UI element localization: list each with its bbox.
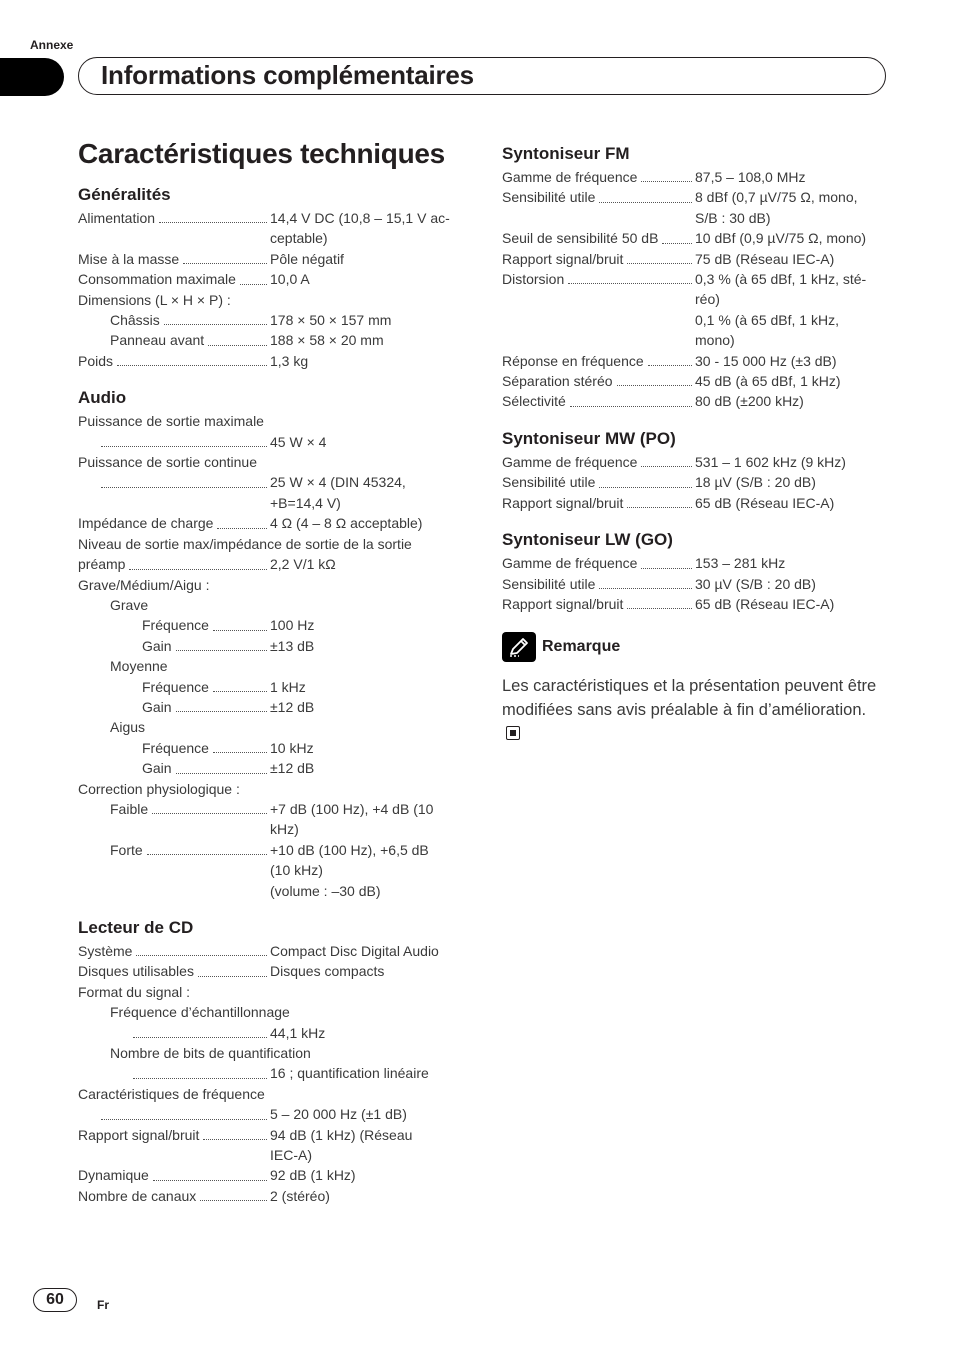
spec-row <box>78 1145 478 1165</box>
spec-label: Gamme de fréquence <box>502 169 638 185</box>
spec-label: Disques utilisables <box>78 963 194 980</box>
dot-leader <box>176 636 267 651</box>
spec-label: Mise à la masse <box>78 250 180 267</box>
language-code: Fr <box>97 1298 109 1312</box>
section-heading: Syntoniseur FM <box>502 144 630 163</box>
dot-leader <box>136 941 267 956</box>
spec-label: Réponse en fréquence <box>502 352 644 369</box>
spec-row <box>78 961 478 981</box>
spec-row <box>502 472 882 492</box>
spec-row <box>78 1104 478 1124</box>
spec-row <box>78 269 478 289</box>
dot-leader <box>627 493 692 508</box>
spec-value: 30 - 15 000 Hz (±3 dB) <box>695 352 837 369</box>
spec-label: Système <box>78 943 133 959</box>
section-heading: Syntoniseur LW (GO) <box>502 530 673 550</box>
dot-leader <box>217 513 267 528</box>
spec-value: 2 (stéréo) <box>270 1187 330 1204</box>
section-heading: Généralités <box>78 185 171 204</box>
spec-value: IEC-A) <box>270 1147 312 1164</box>
spec-row <box>78 1125 478 1145</box>
end-mark-icon <box>506 726 520 740</box>
spec-label: Fréquence <box>142 678 209 695</box>
spec-value: 188 × 58 × 20 mm <box>270 332 384 349</box>
section-heading: Audio <box>78 388 127 408</box>
spec-value: 65 dB (Réseau IEC-A) <box>695 494 835 511</box>
spec-subheading: Niveau de sortie max/impédance de sortie de la sortie <box>78 535 412 552</box>
spec-subheading: Format du signal : <box>78 983 191 1000</box>
spec-row <box>78 941 478 961</box>
spec-row <box>78 493 478 513</box>
spec-value: 1 kHz <box>270 678 306 695</box>
spec-subheading: Caractéristiques de fréquence <box>78 1085 265 1102</box>
spec-row <box>502 167 882 187</box>
dot-leader <box>570 391 692 406</box>
dot-leader <box>176 697 267 712</box>
spec-row <box>502 289 882 309</box>
spec-value: Disques compacts <box>270 963 385 980</box>
dot-leader <box>208 330 267 345</box>
dot-leader <box>627 594 692 609</box>
dot-leader <box>117 351 267 366</box>
spec-row <box>502 228 882 248</box>
spec-value: 100 Hz <box>270 617 315 634</box>
spec-value: 45 W × 4 <box>270 433 327 450</box>
dot-leader <box>164 310 267 325</box>
spec-label: Seuil de sensibilité 50 dB <box>502 230 659 247</box>
spec-label: Gain <box>142 698 172 715</box>
spec-label: Poids <box>78 352 114 369</box>
spec-label: Sensibilité utile <box>502 474 596 491</box>
note-text-body: Les caractéristiques et la présentation peuvent être modifiées sans avis préalable à fin d’amélioration. <box>502 677 877 720</box>
spec-value: (volume : –30 dB) <box>270 882 381 899</box>
spec-row <box>502 330 882 350</box>
spec-value: 178 × 50 × 157 mm <box>270 312 392 329</box>
spec-row <box>502 351 882 371</box>
spec-subheading: Grave/Médium/Aigu : <box>78 576 210 593</box>
dot-leader <box>641 553 692 568</box>
spec-row <box>78 677 478 697</box>
dot-leader <box>599 574 692 589</box>
spec-row <box>502 493 882 513</box>
spec-value: 65 dB (Réseau IEC-A) <box>695 595 835 612</box>
spec-row <box>502 452 882 472</box>
spec-row <box>78 310 478 330</box>
spec-label: Dynamique <box>78 1167 149 1184</box>
spec-subheading: Grave <box>110 596 149 613</box>
spec-value: 153 – 281 kHz <box>695 555 786 572</box>
spec-row <box>78 208 478 228</box>
spec-label: Gamme de fréquence <box>502 453 638 470</box>
dot-leader <box>101 472 267 487</box>
spec-row <box>78 432 478 452</box>
spec-row <box>502 371 882 391</box>
spec-row <box>78 330 478 350</box>
annexe-label: Annexe <box>30 38 74 52</box>
dot-leader <box>627 249 692 264</box>
spec-section <box>502 143 882 412</box>
spec-value: 75 dB (Réseau IEC-A) <box>695 250 835 267</box>
spec-subheading: Puissance de sortie continue <box>78 454 257 471</box>
spec-value: 80 dB (±200 kHz) <box>695 393 804 410</box>
spec-section <box>78 387 478 901</box>
page-number: 60 <box>33 1288 77 1312</box>
spec-row <box>502 187 882 207</box>
spec-label: Consommation maximale <box>78 271 236 288</box>
spec-value: 2,2 V/1 kΩ <box>270 556 336 573</box>
spec-row <box>78 819 478 839</box>
section-header <box>78 57 886 95</box>
spec-label: Gain <box>142 760 172 777</box>
spec-row <box>502 310 882 330</box>
spec-label: Panneau avant <box>110 332 205 349</box>
spec-value: 14,4 V DC (10,8 – 15,1 V ac- <box>270 210 450 226</box>
spec-label: Alimentation <box>78 210 156 226</box>
spec-value: 1,3 kg <box>270 352 309 369</box>
section-tab-marker <box>0 58 64 96</box>
dot-leader <box>617 371 692 386</box>
spec-row <box>78 1023 478 1043</box>
dot-leader <box>568 269 692 284</box>
dot-leader <box>153 1165 267 1180</box>
spec-row <box>78 554 478 574</box>
spec-row <box>78 758 478 778</box>
dot-leader <box>159 208 267 223</box>
dot-leader <box>641 452 692 467</box>
dot-leader <box>662 228 692 243</box>
spec-value: 16 ; quantification linéaire <box>270 1065 429 1082</box>
dot-leader <box>213 738 267 753</box>
section-title: Informations complémentaires <box>101 60 474 90</box>
spec-value: 10 dBf (0,9 µV/75 Ω, mono) <box>695 230 867 247</box>
spec-subheading: Correction physiologique : <box>78 780 240 797</box>
spec-section <box>502 428 882 513</box>
spec-row <box>78 615 478 635</box>
spec-subheading: Aigus <box>110 719 146 736</box>
spec-value: 10 kHz <box>270 739 314 756</box>
spec-label: Gain <box>142 637 172 654</box>
dot-leader <box>152 799 267 814</box>
spec-subheading: Fréquence d’échantillonnage <box>110 1004 290 1021</box>
dot-leader <box>641 167 692 182</box>
dot-leader <box>213 677 267 692</box>
spec-row <box>502 249 882 269</box>
spec-label: Séparation stéréo <box>502 373 613 390</box>
dot-leader <box>599 187 692 202</box>
spec-row <box>502 208 882 228</box>
spec-value: mono) <box>695 332 735 349</box>
spec-value: 531 – 1 602 kHz (9 kHz) <box>695 453 846 470</box>
spec-row <box>78 351 478 371</box>
spec-label: Fréquence <box>142 617 209 634</box>
spec-value: S/B : 30 dB) <box>695 209 771 226</box>
spec-value: 10,0 A <box>270 271 310 288</box>
spec-value: +B=14,4 V) <box>270 494 341 511</box>
spec-value: 94 dB (1 kHz) (Réseau <box>270 1126 413 1143</box>
spec-row <box>502 594 882 614</box>
spec-value: ±12 dB <box>270 698 315 715</box>
spec-value: réo) <box>695 291 720 308</box>
page-title: Caractéristiques techniques <box>78 138 445 169</box>
spec-row <box>78 881 478 901</box>
spec-value: 5 – 20 000 Hz (±1 dB) <box>270 1106 407 1123</box>
spec-row <box>78 860 478 880</box>
spec-value: ceptable) <box>270 230 328 247</box>
dot-leader <box>129 554 267 569</box>
dot-leader <box>200 1186 267 1201</box>
spec-value: 45 dB (à 65 dBf, 1 kHz) <box>695 373 841 390</box>
spec-row <box>78 228 478 248</box>
left-column <box>78 184 478 1222</box>
spec-label: Gamme de fréquence <box>502 555 638 572</box>
dot-leader <box>176 758 267 773</box>
spec-value: 0,1 % (à 65 dBf, 1 kHz, <box>695 311 839 328</box>
section-heading: Syntoniseur MW (PO) <box>502 428 676 448</box>
dot-leader <box>203 1125 267 1140</box>
dot-leader <box>133 1023 267 1038</box>
note-title: Remarque <box>542 638 621 656</box>
spec-row <box>78 636 478 656</box>
spec-subheading: Nombre de bits de quantification <box>110 1045 311 1062</box>
pencil-note-icon <box>502 632 536 662</box>
spec-row <box>502 269 882 289</box>
spec-row <box>78 513 478 533</box>
spec-row <box>78 472 478 492</box>
spec-value: kHz) <box>270 821 299 838</box>
spec-row <box>78 799 478 819</box>
note-text <box>502 674 882 746</box>
spec-label: Châssis <box>110 312 160 329</box>
spec-value: 87,5 – 108,0 MHz <box>695 169 806 185</box>
dot-leader <box>213 615 267 630</box>
spec-row <box>502 391 882 411</box>
spec-value: (10 kHz) <box>270 862 323 879</box>
spec-section <box>78 184 478 371</box>
spec-label: Distorsion <box>502 271 565 288</box>
spec-row <box>78 738 478 758</box>
spec-label: Rapport signal/bruit <box>78 1126 200 1143</box>
dot-leader <box>599 472 692 487</box>
spec-label: Forte <box>110 841 143 858</box>
spec-subheading: Puissance de sortie maximale <box>78 413 264 430</box>
dot-leader <box>101 432 267 447</box>
spec-value: +7 dB (100 Hz), +4 dB (10 <box>270 800 434 817</box>
spec-subheading: Dimensions (L × H × P) : <box>78 291 231 308</box>
spec-subheading: Moyenne <box>110 658 168 675</box>
dot-leader <box>101 1104 267 1119</box>
spec-row <box>78 697 478 717</box>
spec-label: Nombre de canaux <box>78 1187 197 1204</box>
note-box <box>502 632 882 746</box>
spec-row <box>78 249 478 269</box>
dot-leader <box>198 961 267 976</box>
spec-value: 30 µV (S/B : 20 dB) <box>695 575 816 592</box>
spec-label: préamp <box>78 556 126 573</box>
spec-value: 25 W × 4 (DIN 45324, <box>270 474 406 491</box>
spec-value: 92 dB (1 kHz) <box>270 1167 356 1184</box>
spec-label: Faible <box>110 800 149 817</box>
spec-row <box>502 574 882 594</box>
spec-value: Compact Disc Digital Audio <box>270 943 439 959</box>
dot-leader <box>183 249 267 264</box>
dot-leader <box>147 840 267 855</box>
spec-value: 44,1 kHz <box>270 1024 326 1041</box>
spec-label: Rapport signal/bruit <box>502 595 624 612</box>
spec-value: 8 dBf (0,7 µV/75 Ω, mono, <box>695 189 858 206</box>
spec-row <box>78 840 478 860</box>
dot-leader <box>648 351 692 366</box>
spec-value: 18 µV (S/B : 20 dB) <box>695 474 816 491</box>
spec-row <box>78 1063 478 1083</box>
spec-value: ±13 dB <box>270 637 315 654</box>
spec-value: 0,3 % (à 65 dBf, 1 kHz, sté- <box>695 271 867 288</box>
dot-leader <box>133 1063 267 1078</box>
spec-label: Impédance de charge <box>78 515 214 532</box>
spec-value: Pôle négatif <box>270 250 344 267</box>
spec-label: Sensibilité utile <box>502 189 596 206</box>
dot-leader <box>240 269 267 284</box>
spec-row <box>78 1186 478 1206</box>
spec-value: +10 dB (100 Hz), +6,5 dB <box>270 841 429 858</box>
spec-label: Rapport signal/bruit <box>502 250 624 267</box>
right-column <box>502 143 882 746</box>
spec-label: Sensibilité utile <box>502 575 596 592</box>
spec-label: Rapport signal/bruit <box>502 494 624 511</box>
spec-row <box>502 553 882 573</box>
spec-value: ±12 dB <box>270 760 315 777</box>
spec-section <box>78 917 478 1206</box>
spec-label: Fréquence <box>142 739 209 756</box>
spec-section <box>502 529 882 614</box>
spec-label: Sélectivité <box>502 393 566 410</box>
spec-value: 4 Ω (4 – 8 Ω acceptable) <box>270 515 423 532</box>
section-heading: Lecteur de CD <box>78 918 194 937</box>
spec-row <box>78 1165 478 1185</box>
